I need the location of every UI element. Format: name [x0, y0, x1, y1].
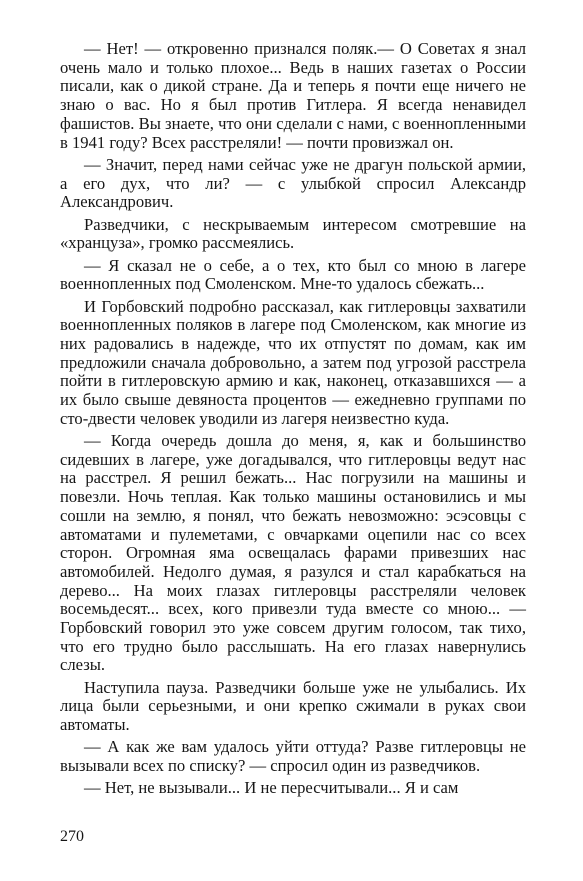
- paragraph-1: — Нет! — откровенно признался поляк.— О Советах я знал очень мало и только плохое... Ведь в наших газетах о России писали, как о дикой стране. Да и теперь я почти еще ничего не знаю о вас. Но я был против Гитлера. Я всегда ненавидел фашистов. Вы знаете, что они сделали с нами, с военнопленными в 1941 году? Всех расстреляли! — почти провизжал он.: [60, 39, 526, 152]
- paragraph-9: — Нет, не вызывали... И не пересчитывали... Я и сам: [84, 778, 459, 798]
- page-number: 270: [60, 828, 84, 845]
- paragraph-8: — А как же вам удалось уйти оттуда? Разве гитлеровцы не вызывали всех по списку? — спросил один из разведчиков.: [60, 737, 526, 776]
- book-page-text: [60, 40, 526, 802]
- paragraph-3: Разведчики, с нескрываемым интересом смотревшие на «хранцуза», громко рассмеялись.: [60, 214, 526, 253]
- paragraph-2: — Значит, перед нами сейчас уже не драгун польской армии, а его дух, что ли? — с улыбкой спросил Александр Александрович.: [60, 154, 526, 212]
- paragraph-6: — Когда очередь дошла до меня, я, как и большинство сидевших в лагере, уже догадывался, что гитлеровцы ведут нас на расстрел. Я решил бежать... Нас погрузили на машины и повезли. Ночь теплая. Как только машины остановились и мы сошли на землю, я понял, что бежать невозможно: эсэсовцы с автоматами и пулеметами, с овчарками оцепили нас со всех сторон. Огромная яма освещалась фарами привезших нас автомобилей. Недолго думая, я разулся и стал карабкаться на дерево... На моих глазах гитлеровцы расстреляли человек восемьдесят... всех, кого привезли туда вместе со мною... — Горбовский говорил это уже совсем другим голосом, так тихо, что его трудно было расслышать. На его глазах навернулись слезы.: [60, 431, 526, 675]
- paragraph-5: И Горбовский подробно рассказал, как гитлеровцы захватили военнопленных поляков в лагере под Смоленском, как многие из них радовались в надежде, что их отпустят по домам, как им предложили сначала добровольно, а затем под угрозой расстрела пойти в гитлеровскую армию и как, наконец, отказавшихся — а их было свыше девяноста процентов — ежедневно группами по сто-двести человек уводили из лагеря неизвестно куда.: [60, 296, 526, 428]
- paragraph-7: Наступила пауза. Разведчики больше уже не улыбались. Их лица были серьезными, и они крепко сжимали в руках свои автоматы.: [60, 677, 526, 735]
- paragraph-4: — Я сказал не о себе, а о тех, кто был со мною в лагере военнопленных под Смоленском. Мне-то удалось сбежать...: [60, 255, 526, 294]
